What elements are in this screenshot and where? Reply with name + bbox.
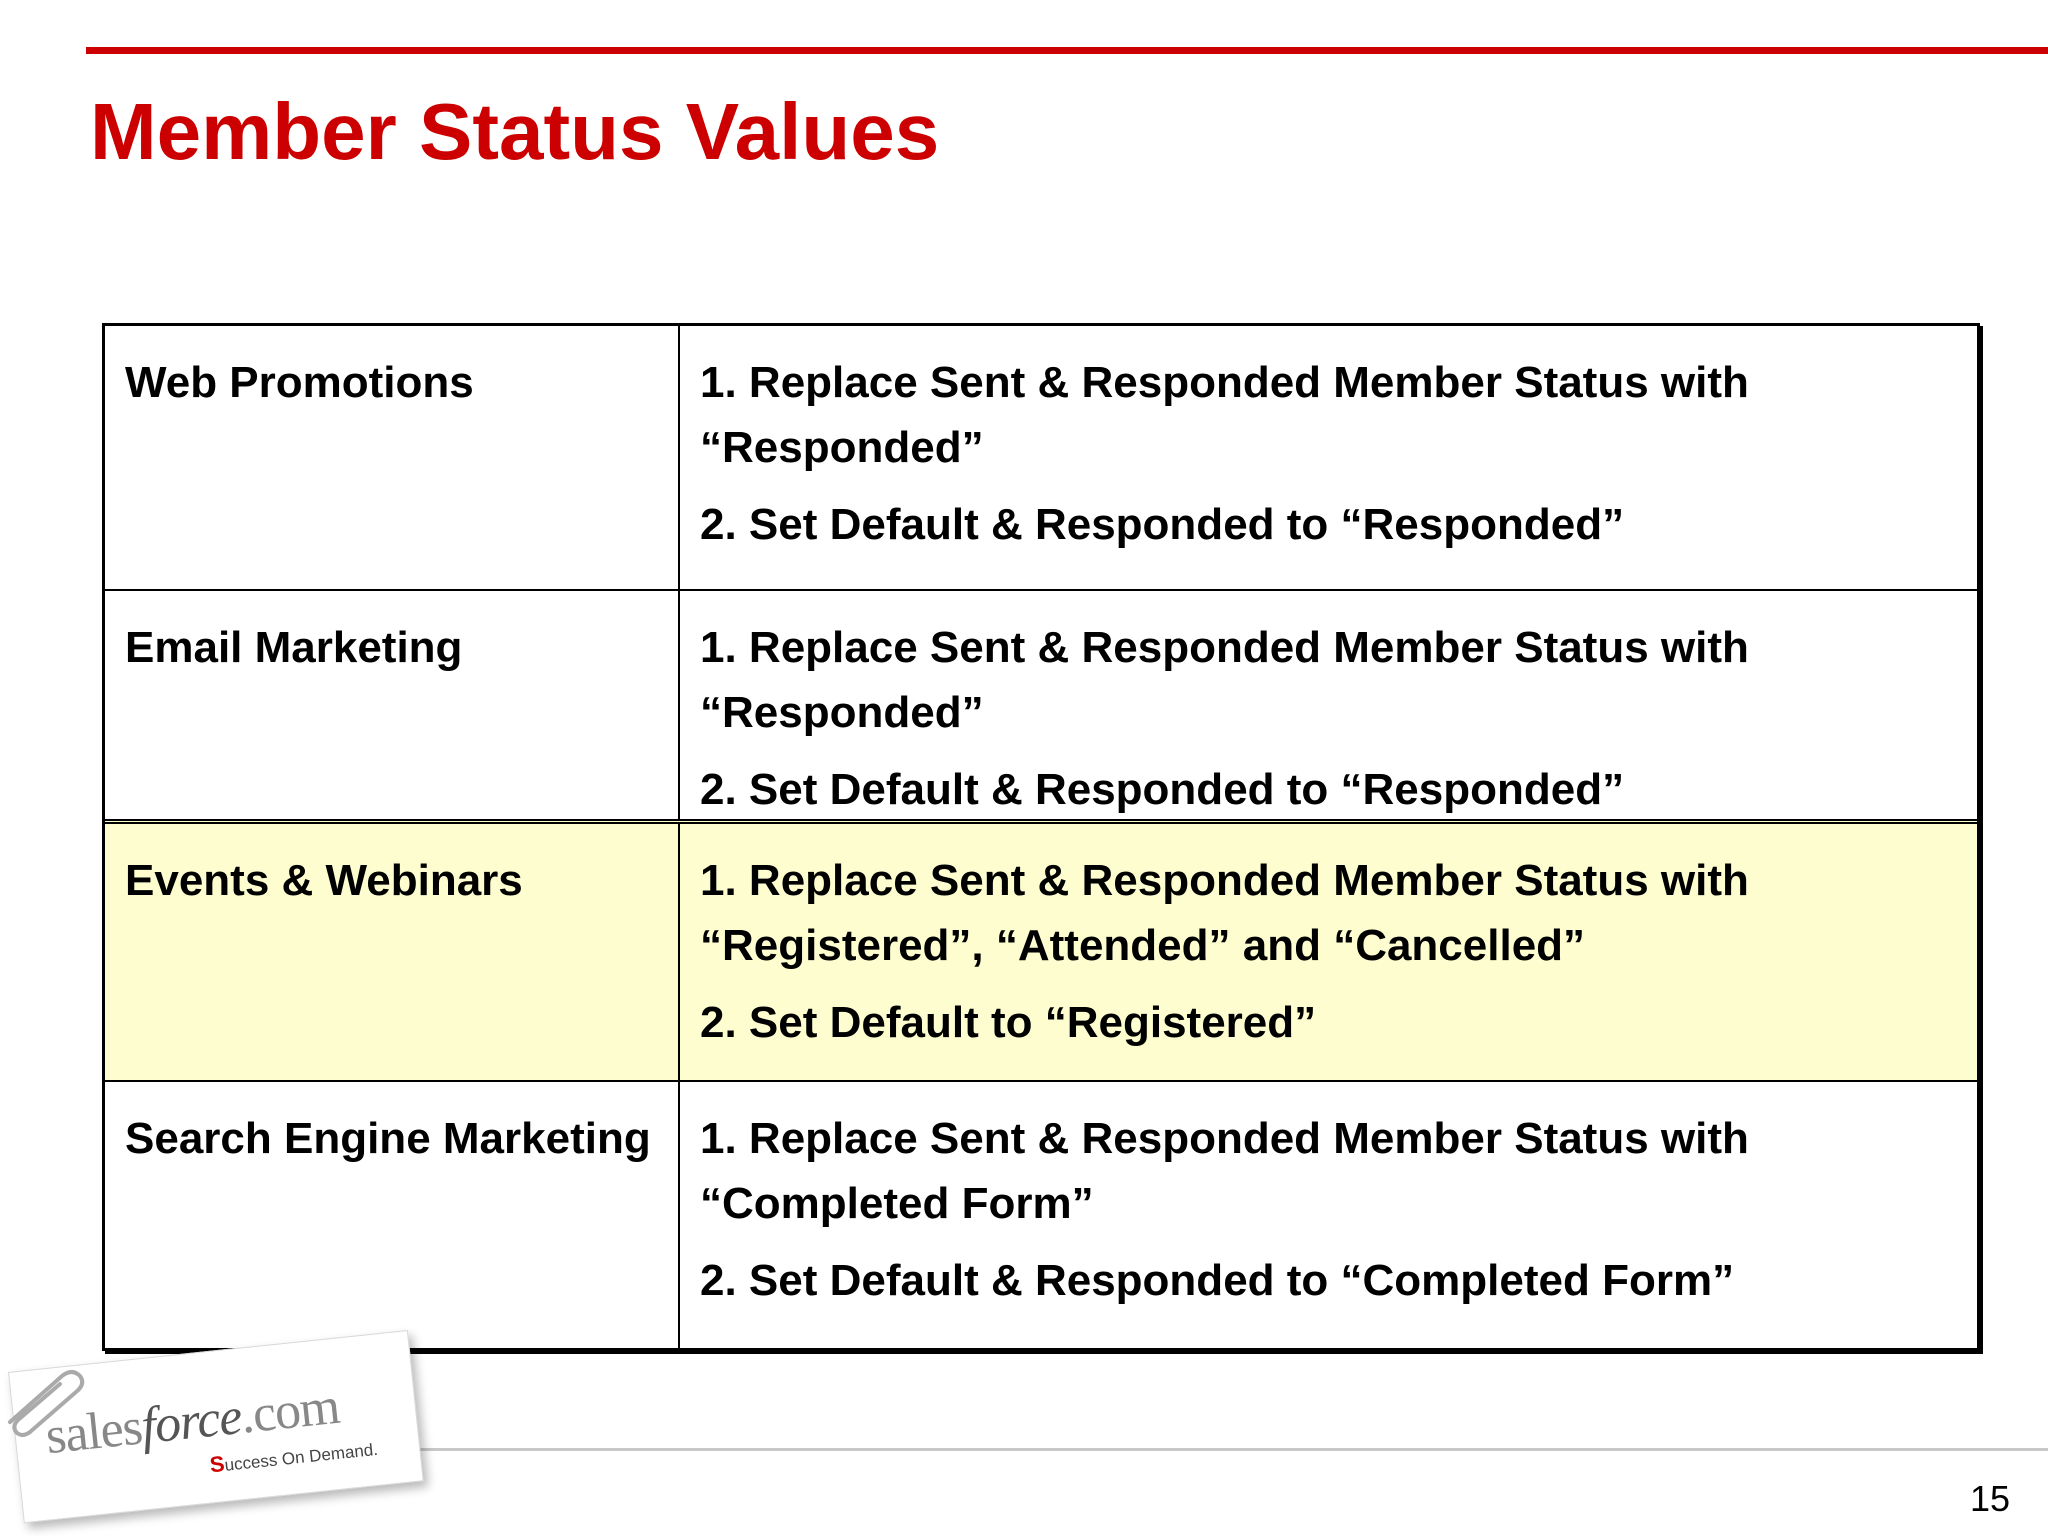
category-cell: Events & Webinars — [105, 824, 680, 1080]
category-cell: Email Marketing — [105, 591, 680, 819]
table-row-highlighted — [105, 819, 1977, 1080]
table-row — [105, 1080, 1977, 1348]
step-text: 1. Replace Sent & Responded Member Status with “Responded” — [700, 623, 1749, 737]
page-number: 15 — [1969, 1478, 2010, 1519]
category-cell: Search Engine Marketing — [105, 1082, 680, 1348]
table-row — [105, 589, 1977, 819]
steps-cell — [680, 326, 1977, 589]
steps-cell — [680, 591, 1977, 819]
step-text: 2. Set Default to “Registered” — [700, 998, 1317, 1047]
logo-wordmark-force: force — [138, 1388, 244, 1456]
footer-rule — [400, 1448, 2048, 1451]
logo-wordmark-domain: .com — [237, 1377, 342, 1445]
member-status-table — [102, 323, 1980, 1351]
slide-title: Member Status Values — [90, 87, 940, 176]
steps-cell — [680, 824, 1977, 1080]
step-text: 1. Replace Sent & Responded Member Status with “Responded” — [700, 358, 1749, 472]
category-cell: Web Promotions — [105, 326, 680, 589]
paperclip-icon — [0, 1362, 90, 1442]
steps-cell — [680, 1082, 1977, 1348]
table-row — [105, 326, 1977, 589]
step-text: 1. Replace Sent & Responded Member Status with “Completed Form” — [700, 1114, 1749, 1228]
step-text: 2. Set Default & Responded to “Completed Form” — [700, 1256, 1735, 1305]
step-text: 2. Set Default & Responded to “Responded” — [700, 765, 1625, 814]
success-s-icon: S — [208, 1450, 226, 1478]
logo-tagline-text: uccess On Demand. — [223, 1439, 379, 1475]
step-text: 2. Set Default & Responded to “Responded” — [700, 500, 1625, 549]
logo-wordmark-sales: sales — [43, 1398, 145, 1466]
step-text: 1. Replace Sent & Responded Member Status with “Registered”, “Attended” and “Cancelled” — [700, 856, 1749, 970]
top-rule — [86, 47, 2048, 54]
